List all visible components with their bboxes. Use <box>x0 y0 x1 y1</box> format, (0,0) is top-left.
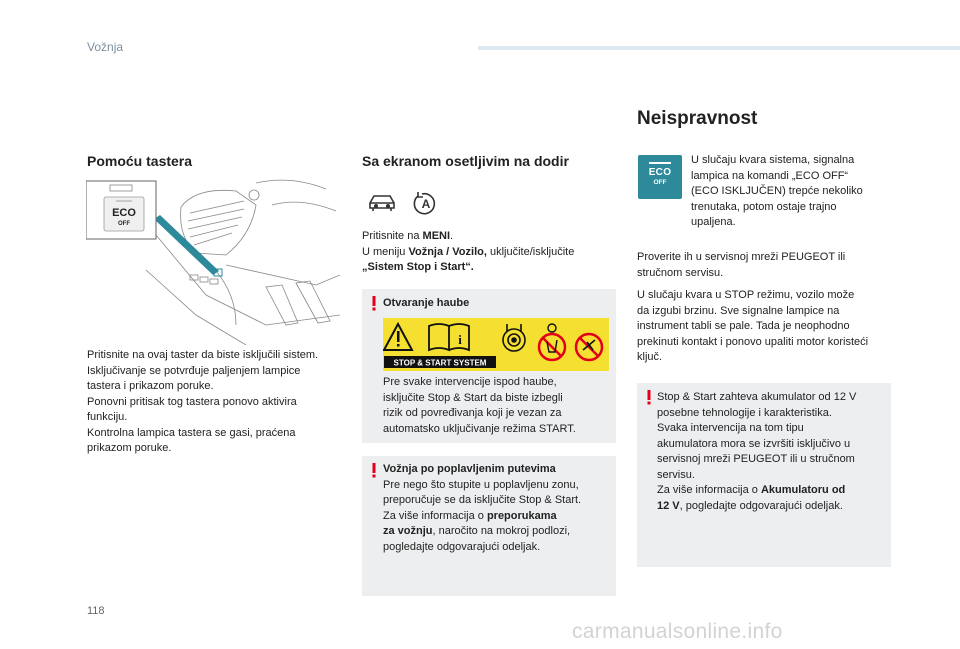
warning-hood-title: Otvaranje haube <box>383 297 470 309</box>
fault-description: U slučaju kvara sistema, signalna lampica na komandi „ECO OFF“ (ECO ISKLJUČEN) trepće nekoliko trenutaka, potom ostaje trajno upaljena. <box>691 154 863 228</box>
col1-body-line: prikazom poruke. <box>87 442 172 454</box>
header-title: Vožnja <box>87 40 124 54</box>
stop-start-banner-text: STOP & START SYSTEM <box>393 358 487 368</box>
warning-exclamation-icon <box>371 463 377 478</box>
svg-text:i: i <box>458 332 462 347</box>
warning-triangle-icon <box>384 324 412 350</box>
warning-flood-text: Vožnja po poplavljenim putevima Pre nego što stupite u poplavljenu zonu, preporučuje se da isključite Stop & Start. Za više informacija o preporukama za vožnju, naročito na mokroj podlozi, pogledajte odgovarajući odeljak. <box>383 463 582 553</box>
fault-check-service: Proverite ih u servisnoj mreži PEUGEOT ili stručnom servisu. <box>637 251 846 279</box>
belt-icon <box>503 324 525 351</box>
heading-touchscreen: Sa ekranom osetljivim na dodir <box>362 153 569 169</box>
watermark: carmanualsonline.info <box>572 620 783 643</box>
warning-exclamation-icon <box>371 296 377 311</box>
col1-body-line: Pritisnite na ovaj taster da biste isključili sistem. <box>87 349 319 361</box>
car-icon <box>370 196 394 211</box>
touch-instructions: Pritisnite na MENI. U meniju Vožnja / Vozilo, uključite/isključite „Sistem Stop i Start“. <box>362 230 575 273</box>
col1-body-line: Isključivanje se potvrđuje paljenjem lampice <box>87 364 301 377</box>
eco-off-warning-lamp-icon: ECO OFF <box>638 155 682 199</box>
col1-body-line: Ponovni pritisak tog tastera ponovo aktivira <box>87 395 297 408</box>
warning-exclamation-icon <box>646 390 652 405</box>
warning-flood-title: Vožnja po poplavljenim putevima <box>383 463 556 475</box>
no-hand-icon <box>539 324 565 360</box>
header-rule <box>478 46 960 50</box>
col1-body-line: tastera i prikazom poruke. <box>87 380 214 392</box>
eco-button-label-bottom: OFF <box>118 221 130 227</box>
col1-body-line: Kontrolna lampica tastera se gasi, praćena <box>87 426 296 439</box>
warning-hood-body: Pre svake intervencije ispod haube, isključite Stop & Start da biste izbegli rizik od povređivanja koji je vezan za automatsko uključivanje režima START. <box>383 376 576 435</box>
touchscreen-icons <box>368 190 448 216</box>
heading-pomocu-tastera: Pomoću tastera <box>87 153 193 169</box>
col1-body-line: funkciju. <box>87 411 128 423</box>
eco-button-label-top: ECO <box>112 207 136 219</box>
col1-body <box>87 348 347 457</box>
stop-start-label-graphic <box>383 318 609 371</box>
stop-mode-fault: U slučaju kvara u STOP režimu, vozilo može da izgubi brzinu. Sve signalne lampice na instrument tabli se pale. Tada je neophodno prekinuti kontakt i ponovo upaliti motor koristeći ključ. <box>637 289 869 363</box>
auto-stop-start-icon <box>414 192 434 214</box>
warning-battery-text: Stop & Start zahteva akumulator od 12 V posebne tehnologije i karakteristika. Svaka intervencija na tom tipu akumulatora mora se izvršiti isključivo u servisnoj mreži PEUGEOT ili u stručnom servisu. Za više informacija o Akumulatoru od 12 V, pogledajte odgovarajući odeljak. <box>657 391 857 512</box>
dashboard-illustration <box>86 175 340 345</box>
manual-book-icon <box>429 324 469 350</box>
page-number: 118 <box>87 605 105 617</box>
heading-neispravnost: Neispravnost <box>637 108 758 129</box>
svg-text:A: A <box>421 197 431 211</box>
no-fan-icon <box>576 334 602 360</box>
